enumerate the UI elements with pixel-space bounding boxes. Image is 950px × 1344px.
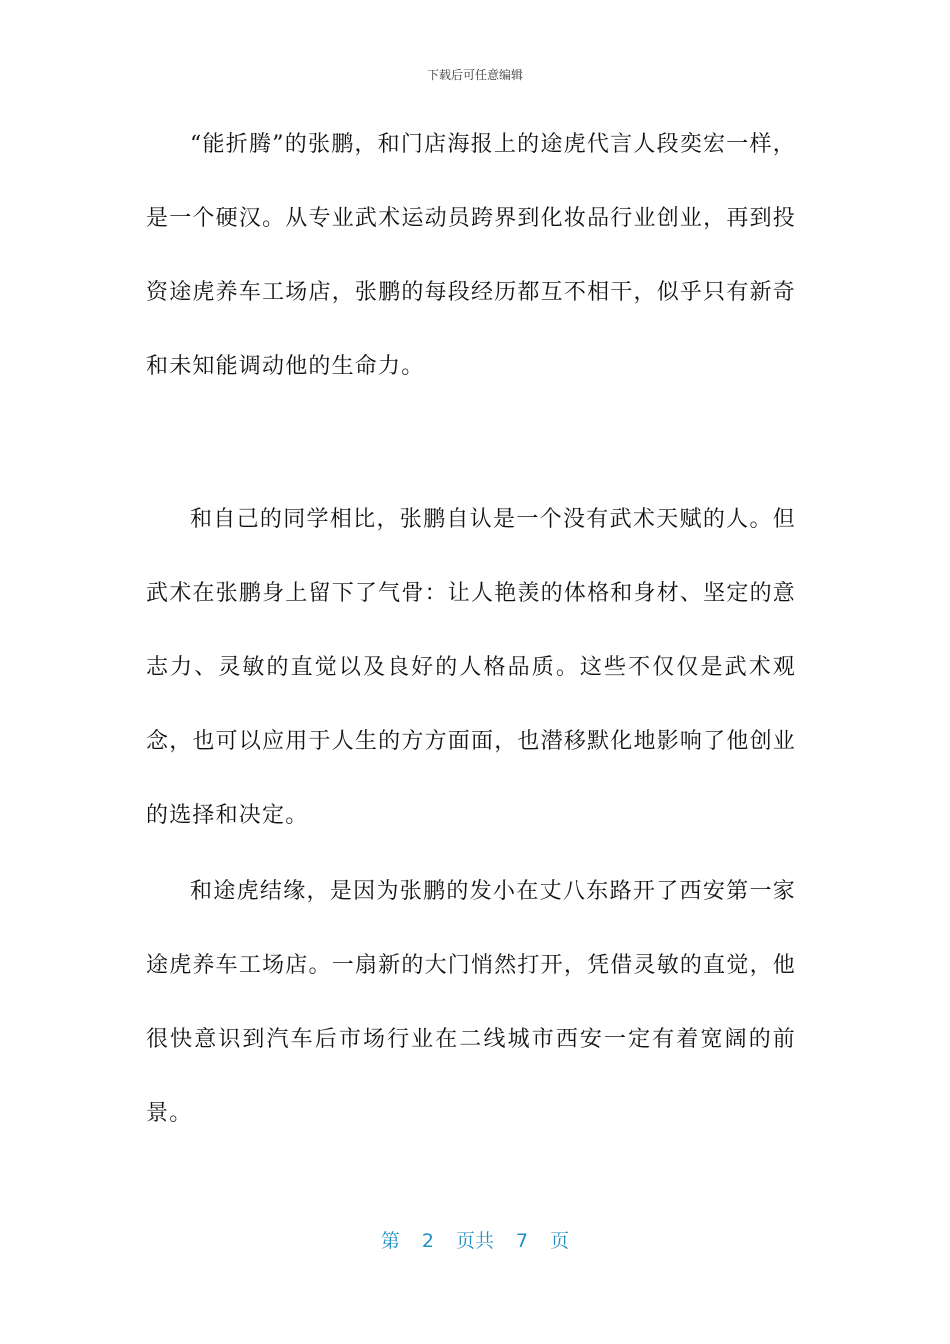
paragraph-text: 和自己的同学相比，张鹏自认是一个没有武术天赋的人。但武术在张鹏身上留下了气骨：让人艳羡的体格和身材、坚定的意志力、灵敏的直觉以及良好的人格品质。这些不仅仅是武术观念，也可以应用于人生的方方面面，也潜移默化地影响了他创业的选择和决定。 [146, 507, 796, 828]
footer-prefix: 第 [380, 1230, 400, 1252]
footer-page-number: 2 [421, 1230, 434, 1252]
paragraph-text: 和途虎结缘，是因为张鹏的发小在丈八东路开了西安第一家途虎养车工场店。一扇新的大门悄然打开，凭借灵敏的直觉，他很快意识到汽车后市场行业在二线城市西安一定有着宽阔的前景。 [146, 879, 796, 1126]
footer-total-pages: 7 [516, 1230, 529, 1252]
footer-suffix: 页 [550, 1230, 570, 1252]
paragraph-3 [146, 855, 796, 1151]
page-header: 下载后可任意编辑 [426, 68, 523, 82]
page-footer [0, 1226, 950, 1253]
paragraph-2 [146, 483, 796, 853]
paragraph-text: “能折腾”的张鹏，和门店海报上的途虎代言人段奕宏一样，是一个硬汉。从专业武术运动员跨界到化妆品行业创业，再到投资途虎养车工场店，张鹏的每段经历都互不相干，似乎只有新奇和未知能调动他的生命力。 [146, 132, 796, 379]
paragraph-1 [146, 108, 796, 404]
footer-middle: 页共 [455, 1230, 494, 1252]
